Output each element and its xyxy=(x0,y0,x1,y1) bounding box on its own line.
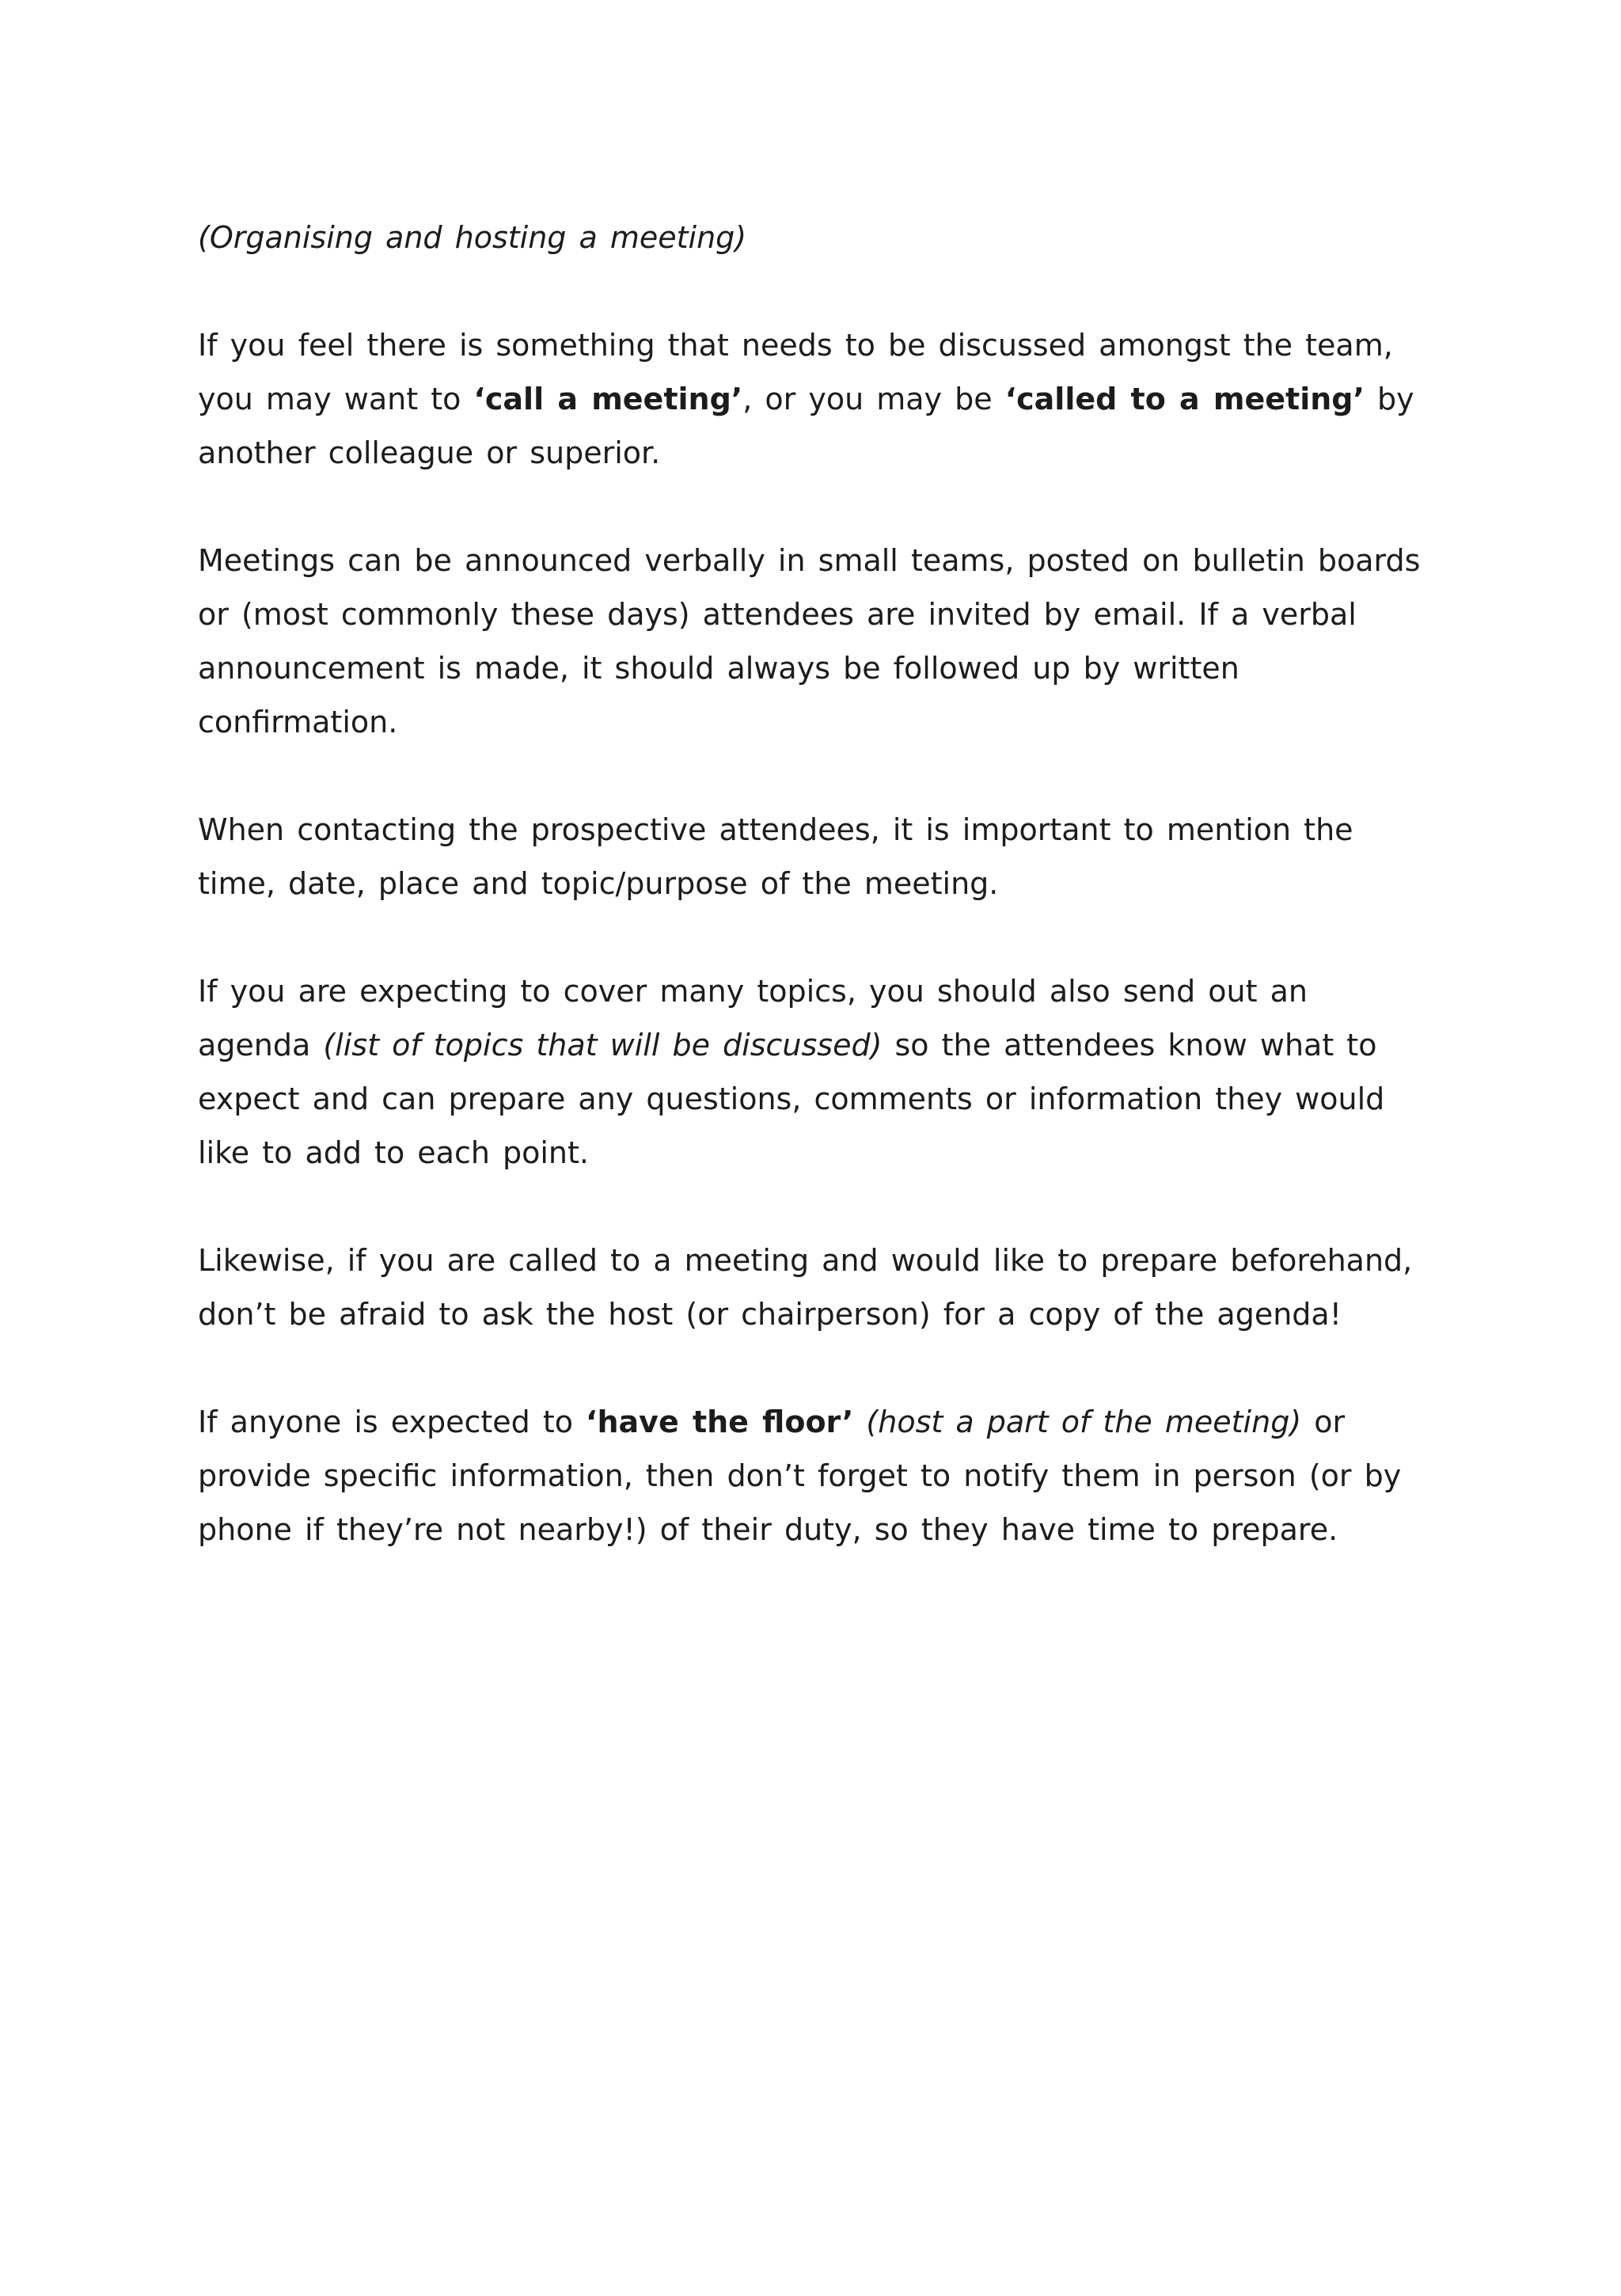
bold-term-have-the-floor: ‘have the floor’ xyxy=(586,1405,854,1439)
text-column xyxy=(198,211,1433,1610)
paragraph-text: so the attendees know what to expect and can prepare any questions, comments or information they would like to add to each point. xyxy=(198,1028,1385,1170)
paragraph-agenda xyxy=(198,964,1433,1180)
bold-term-called-to-a-meeting: ‘called to a meeting’ xyxy=(1004,382,1365,416)
paragraph-announcing-meetings: Meetings can be announced verbally in small teams, posted on bulletin boards or (most commonly these days) attendees are invited by email. If a verbal announcement is made, it should always be followed up by written confirmation. xyxy=(198,543,1421,739)
paragraph-text: If anyone is expected to xyxy=(198,1405,587,1439)
paragraph-preparing-beforehand: Likewise, if you are called to a meeting and would like to prepare beforehand, don’t be afraid to ask the host (or chairperson) for a copy of the agenda! xyxy=(198,1243,1413,1332)
paragraph-text: , or you may be xyxy=(742,382,1005,416)
paragraph-text: If you are expecting to cover many topics, you should also send out an agenda xyxy=(198,974,1308,1062)
paragraph-text: If you feel there is something that needs to be discussed amongst the team, you may want to xyxy=(198,328,1393,416)
paragraph-call-a-meeting xyxy=(198,318,1433,480)
italic-definition-agenda: (list of topics that will be discussed) xyxy=(323,1028,883,1062)
italic-definition-have-the-floor: (host a part of the meeting) xyxy=(866,1405,1302,1439)
paragraph-text: by another colleague or superior. xyxy=(198,382,1414,470)
paragraph-have-the-floor xyxy=(198,1395,1433,1557)
paragraph-contacting-attendees: When contacting the prospective attendees, it is important to mention the time, date, place and topic/purpose of the meeting. xyxy=(198,812,1353,901)
bold-term-call-a-meeting: ‘call a meeting’ xyxy=(473,382,743,416)
paragraph-text xyxy=(853,1405,866,1439)
section-subtitle: (Organising and hosting a meeting) xyxy=(198,220,747,255)
paragraph-text: or provide specific information, then don’t forget to notify them in person (or by phone if they’re not nearby!) of their duty, so they have time to prepare. xyxy=(198,1405,1402,1547)
